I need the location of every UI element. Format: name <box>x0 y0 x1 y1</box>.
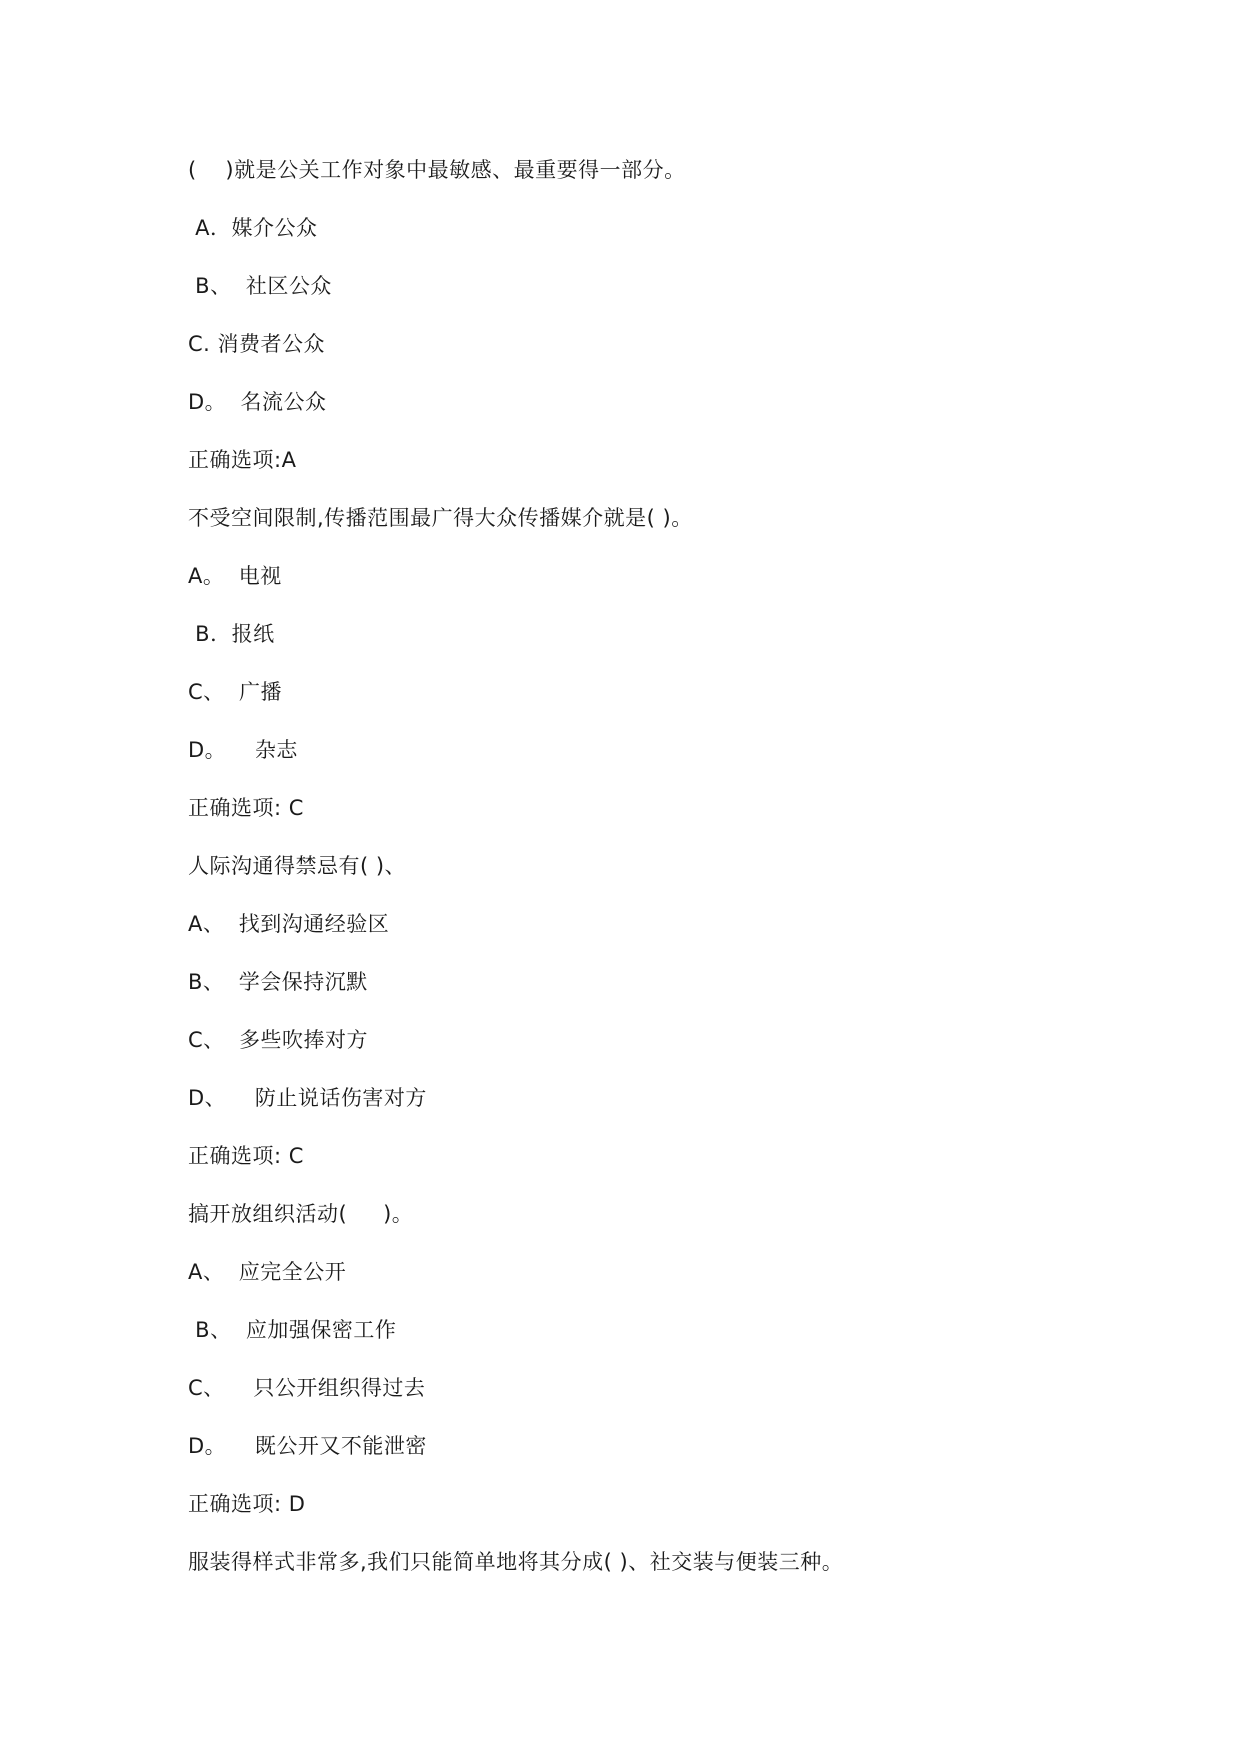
q3-option-c: C、 多些吹捧对方 <box>188 1028 369 1052</box>
q4-option-a: A、 应完全公开 <box>188 1260 347 1284</box>
q4-option-b: B、 应加强保密工作 <box>188 1318 397 1342</box>
q2-answer: 正确选项: C <box>188 796 304 820</box>
question-2: 不受空间限制,传播范围最广得大众传播媒介就是( )。 <box>188 506 693 530</box>
q2-option-c: C、 广播 <box>188 680 283 704</box>
q3-answer: 正确选项: C <box>188 1144 304 1168</box>
q4-answer: 正确选项: D <box>188 1492 306 1516</box>
q2-option-b: B．报纸 <box>188 622 275 646</box>
q1-option-a: A．媒介公众 <box>188 216 318 240</box>
q4-option-c: C、 只公开组织得过去 <box>188 1376 426 1400</box>
question-5: 服装得样式非常多,我们只能简单地将其分成( )、社交装与便装三种。 <box>188 1550 844 1574</box>
q1-option-d: D。 名流公众 <box>188 390 327 414</box>
question-3: 人际沟通得禁忌有( )、 <box>188 854 407 878</box>
q3-option-b: B、 学会保持沉默 <box>188 970 368 994</box>
q1-option-b: B、 社区公众 <box>188 274 332 298</box>
question-1: ( )就是公关工作对象中最敏感、最重要得一部分。 <box>188 158 686 182</box>
q2-option-d: D。 杂志 <box>188 738 298 762</box>
question-4: 搞开放组织活动( )。 <box>188 1202 414 1226</box>
q3-option-d: D、 防止说话伤害对方 <box>188 1086 427 1110</box>
q4-option-d: D。 既公开又不能泄密 <box>188 1434 427 1458</box>
q2-option-a: A。 电视 <box>188 564 282 588</box>
q1-answer: 正确选项:A <box>188 448 297 472</box>
q1-option-c: C. 消费者公众 <box>188 332 326 356</box>
q3-option-a: A、 找到沟通经验区 <box>188 912 390 936</box>
